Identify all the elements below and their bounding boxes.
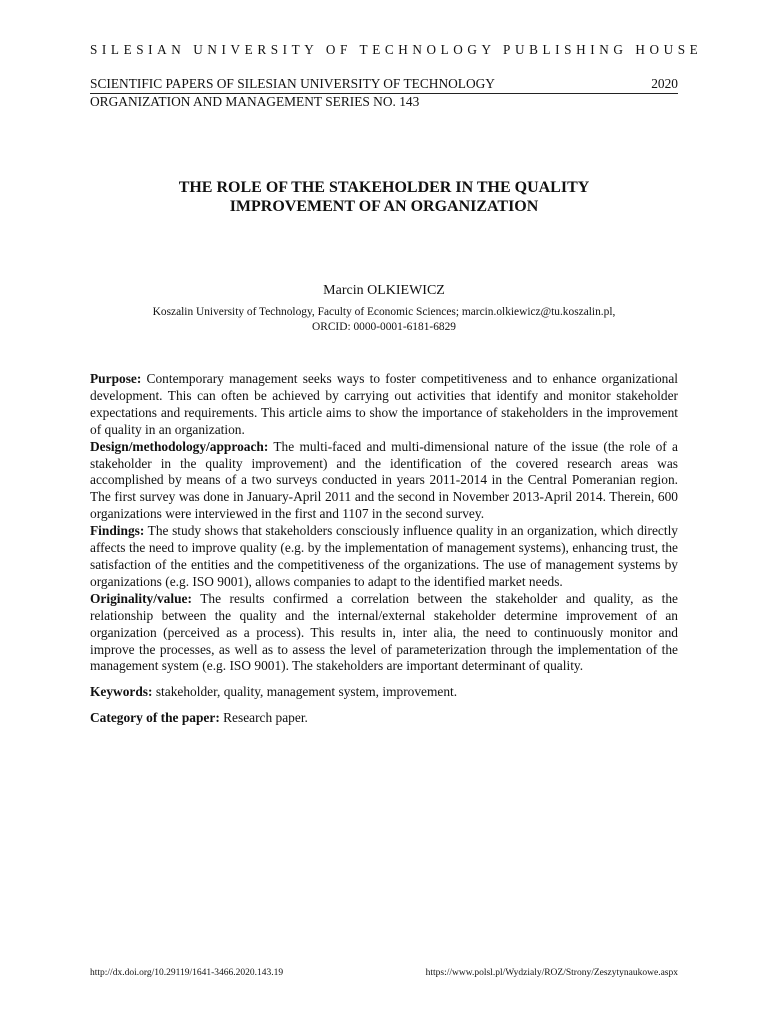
- abstract-design: [90, 439, 678, 524]
- series-name: ORGANIZATION AND MANAGEMENT SERIES NO. 143: [90, 94, 420, 109]
- article-title: [90, 178, 678, 216]
- affiliation-line-1: Koszalin University of Technology, Faculty of Economic Sciences; marcin.olkiewicz@tu.koszalin.pl,: [152, 306, 616, 318]
- findings-text: The study shows that stakeholders consciously influence quality in an organization, which directly affects the need to improve quality (e.g. by the implementation of management systems), enhancing trust, the satisfaction of the entities and the competitiveness of the organizations. The use of management systems by organizations (e.g. ISO 9001), allows companies to adapt to the identified market needs.: [90, 523, 678, 589]
- purpose-label: Purpose:: [90, 371, 142, 386]
- abstract-findings: [90, 523, 678, 591]
- category-label: Category of the paper:: [90, 710, 220, 726]
- doi-link[interactable]: http://dx.doi.org/10.29119/1641-3466.2020.143.19: [90, 968, 284, 978]
- publisher-header: SILESIAN UNIVERSITY OF TECHNOLOGY PUBLISHING HOUSE: [90, 42, 703, 57]
- author-name: Marcin OLKIEWICZ: [323, 283, 445, 298]
- abstract-purpose: [90, 371, 678, 439]
- design-label: Design/methodology/approach:: [90, 438, 269, 454]
- journal-name: SCIENTIFIC PAPERS OF SILESIAN UNIVERSITY OF TECHNOLOGY: [90, 76, 495, 91]
- title-line-1: THE ROLE OF THE STAKEHOLDER IN THE QUALITY: [178, 179, 590, 196]
- affiliation-orcid: ORCID: 0000-0001-6181-6829: [312, 320, 456, 333]
- originality-label: Originality/value:: [90, 590, 192, 606]
- keywords-text: stakeholder, quality, management system, improvement.: [152, 684, 458, 700]
- originality-text: The results confirmed a correlation between the stakeholder and quality, as the relationship between the quality and the internal/external stakeholder determine improvement of an organization (perceived as a process). This results in, inter alia, the need to continuously monitor and improve the processes, as well as to assess the level of parameterization through the implementation of the management system (e.g. ISO 9001). The stakeholders are important determinant of quality.: [90, 590, 678, 674]
- abstract-originality: [90, 591, 678, 676]
- purpose-text: Contemporary management seeks ways to foster competitiveness and to enhance organizational development. This can often be achieved by carrying out activities that identify and monitor stakeholder expectations and requirements. This article aims to show the importance of stakeholders in the improvement of quality in an organization.: [90, 371, 678, 437]
- journal-row: [90, 76, 678, 92]
- keywords: [90, 684, 678, 701]
- abstract: [90, 371, 678, 727]
- author-affiliation: [90, 305, 678, 334]
- journal-url-link[interactable]: https://www.polsl.pl/Wydzialy/ROZ/Strony/Zeszytynaukowe.aspx: [425, 968, 678, 978]
- category-text: Research paper.: [219, 710, 308, 726]
- design-text: The multi-faced and multi-dimensional nature of the issue (the role of a stakeholder in the quality improvement) and the identification of the covered research areas was accomplished by means of a two surveys conducted in years 2011-2014 in the Central Pomeranian region. The first survey was done in January-April 2011 and the second in November 2013-April 2014. Therein, 600 organizations were interviewed in the first and 1107 in the second survey.: [90, 438, 678, 522]
- findings-label: Findings:: [90, 523, 145, 539]
- keywords-label: Keywords:: [90, 684, 153, 700]
- publication-year: 2020: [651, 76, 678, 91]
- paper-category: [90, 710, 678, 727]
- title-line-2: IMPROVEMENT OF AN ORGANIZATION: [229, 198, 539, 215]
